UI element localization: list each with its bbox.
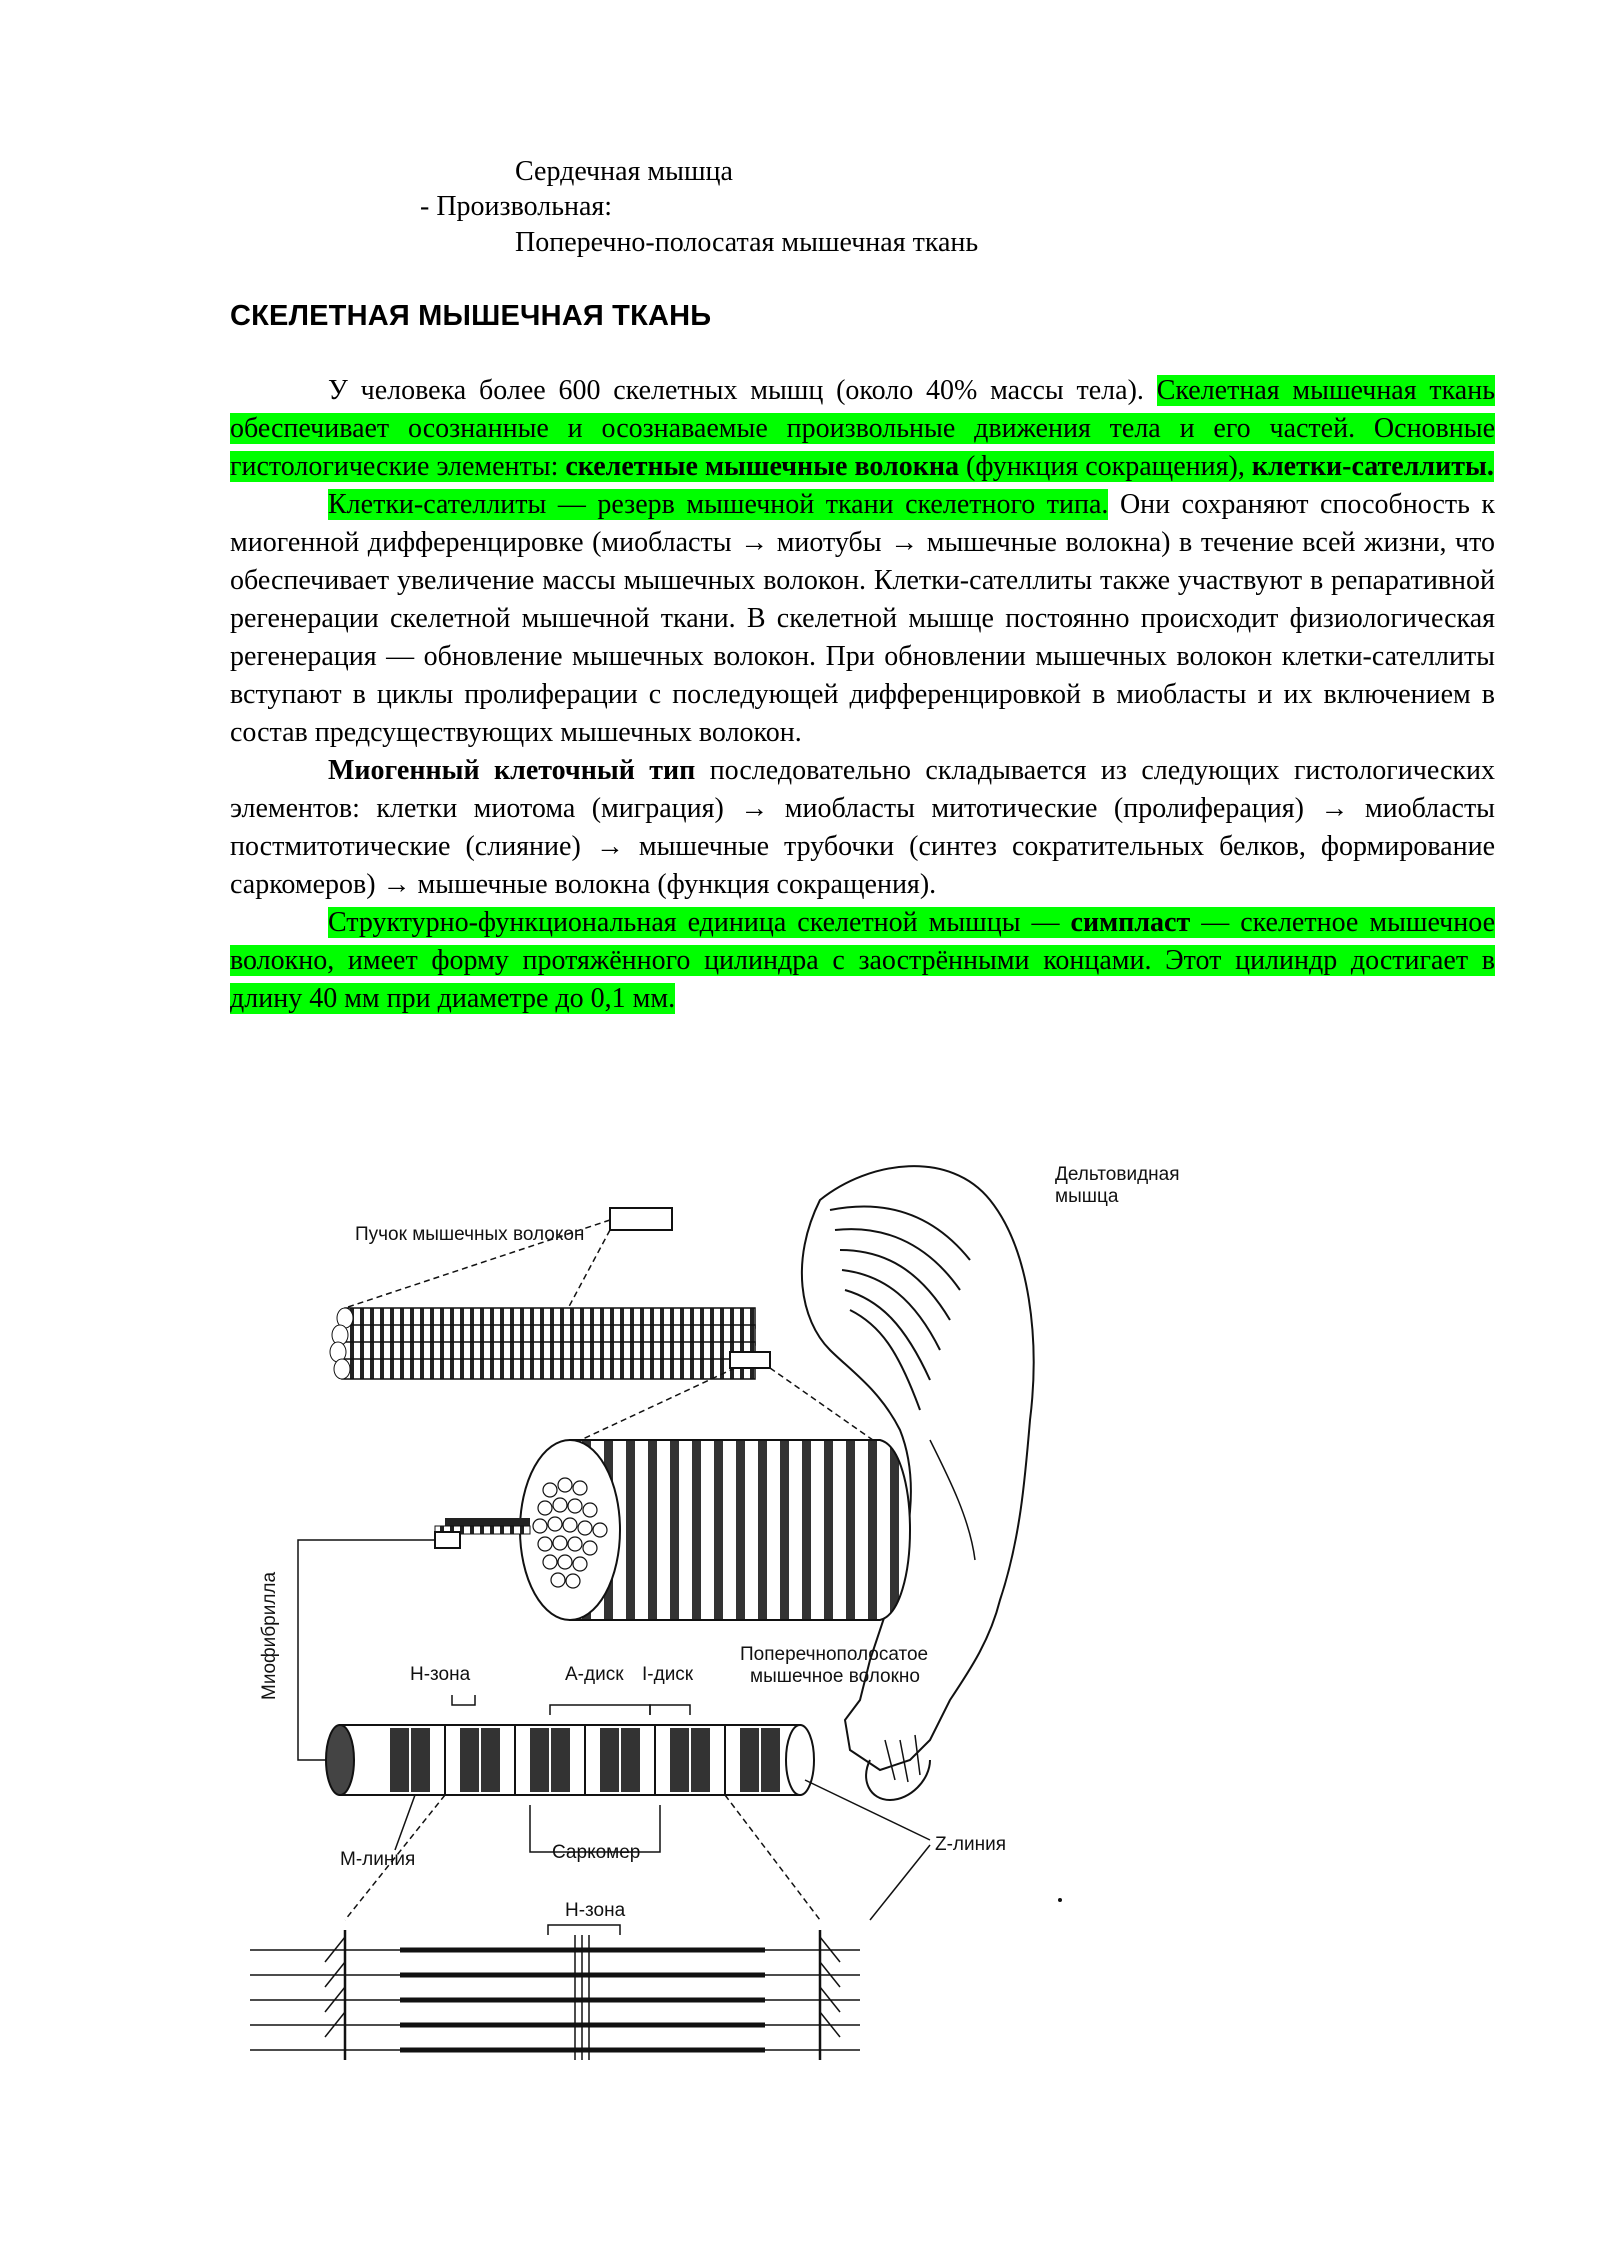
label-deltoid-2: мышца (1055, 1186, 1119, 1207)
muscle-diagram (230, 1140, 1230, 2080)
label-i-disk: I-диск (642, 1664, 694, 1685)
stray-dot (1058, 1898, 1062, 1902)
muscle-structure-figure (230, 1140, 1230, 2080)
body-text (230, 372, 1495, 1018)
label-h-zone-bottom: Н-зона (565, 1900, 626, 1921)
fiber-bundle (330, 1308, 770, 1379)
p4-highlight (230, 907, 1495, 1014)
p1-text-b: Скелетная мышечная ткань обеспечивает осознанные и осознаваемые произвольные движения тела и его частей. Основные гистологические элементы: (230, 375, 1495, 482)
p2-highlight: Клетки-сателлиты — резерв мышечной ткани скелетного типа. (328, 489, 1109, 520)
paragraph-3 (230, 752, 1495, 904)
label-h-zone: Н-зона (410, 1664, 471, 1685)
p4-text-a: Структурно-функциональная единица скелетной мышцы — (328, 907, 1071, 938)
label-sarcomere: Саркомер (552, 1842, 641, 1863)
header-line-striated: Поперечно-полосатая мышечная ткань (515, 227, 979, 258)
label-a-disk: А-диск (565, 1664, 624, 1685)
label-fiber-2: мышечное волокно (750, 1666, 920, 1687)
p1-text-d: (функция сокращения), (959, 451, 1252, 482)
paragraph-4 (230, 904, 1495, 1018)
paragraph-1 (230, 372, 1495, 486)
header-line-cardiac: Сердечная мышца (515, 156, 733, 187)
label-bundle: Пучок мышечных волокон (355, 1224, 585, 1245)
label-deltoid-1: Дельтовидная (1055, 1164, 1180, 1185)
paragraph-2 (230, 486, 1495, 752)
sarcomere-filaments (250, 1930, 860, 2060)
p4-text-c: — скелетное мышечное волокно, имеет форму протяжённого цилиндра с заострёнными концами. Этот цилиндр достигает в длину 40 мм при диаметре до 0,1 мм. (230, 907, 1496, 1014)
label-z-line: Z-линия (935, 1834, 1007, 1855)
p1-text-a: У человека более 600 скелетных мышц (около 40% массы тела). (328, 375, 1157, 406)
striated-fiber (435, 1440, 910, 1620)
label-fiber-1: Поперечнополосатое (740, 1644, 929, 1665)
section-title: СКЕЛЕТНАЯ МЫШЕЧНАЯ ТКАНЬ (230, 300, 712, 332)
header-line-voluntary: - Произвольная: (420, 191, 613, 222)
p4-bold-symplast: симпласт (1070, 907, 1191, 938)
myofibril (326, 1725, 814, 1795)
p1-bold-satellites: клетки-сателлиты. (1251, 451, 1494, 482)
p3-text-b: последовательно складывается из следующих гистологических элементов: клетки миотома (миграция) → миобласты митотические (пролиферация) → миобласты постмитотические (слияние) → мышечные трубочки (синтез сократительных белков, формирование саркомеров) → мышечные волокна (функция сокращения). (230, 755, 1495, 900)
label-myofibril: Миофибрилла (259, 1571, 280, 1700)
p1-bold-fibers: скелетные мышечные волокна (565, 451, 960, 482)
deltoid-sample-box (610, 1208, 672, 1230)
p2-text-b: Они сохраняют способность к миогенной дифференцировке (миобласты → миотубы → мышечные волокна) в течение всей жизни, что обеспечивает увеличение массы мышечных волокон. Клетки-сателлиты также участвуют в репаративной регенерации скелетной мышечной ткани. В скелетной мышце постоянно происходит физиологическая регенерация — обновление мышечных волокон. При обновлении мышечных волокон клетки-сателлиты вступают в циклы пролиферации с последующей дифференцировкой в миобласты и их включением в состав предсуществующих мышечных волокон. (230, 489, 1495, 748)
label-m-line: М-линия (340, 1849, 416, 1870)
p3-bold-myogenic: Миогенный клеточный тип (328, 755, 696, 786)
